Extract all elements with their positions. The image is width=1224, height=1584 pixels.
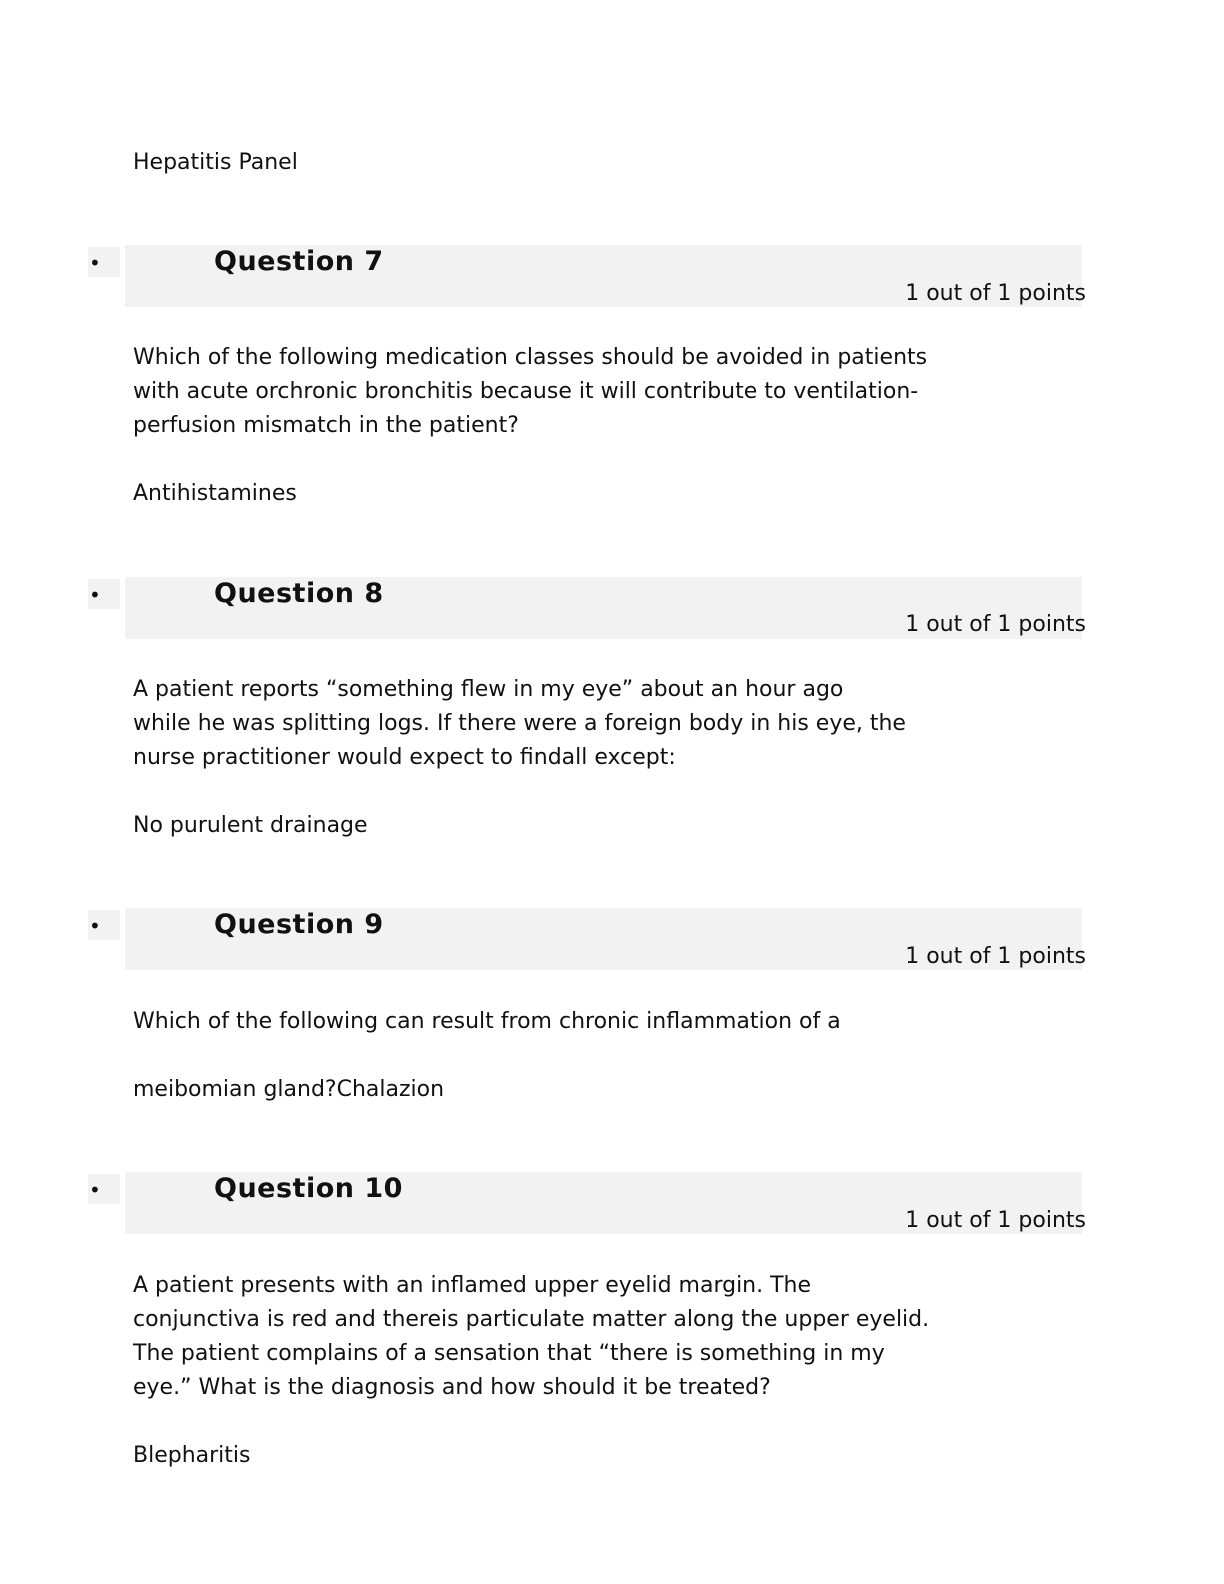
bullet-icon: •	[89, 914, 101, 938]
question-answer: No purulent drainage	[133, 813, 368, 838]
question-answer: Antihistamines	[133, 481, 297, 506]
question-text-line: eye.” What is the diagnosis and how should it be treated?	[133, 1375, 771, 1400]
question-text-line: perfusion mismatch in the patient?	[133, 413, 519, 438]
question-text-line: Which of the following medication classes should be avoided in patients	[133, 345, 928, 370]
question-title: Question 9	[214, 909, 384, 940]
question-answer: meibomian gland?Chalazion	[133, 1077, 445, 1102]
bullet-icon: •	[89, 251, 101, 275]
question-text-line: nurse practitioner would expect to findall except:	[133, 745, 676, 770]
bullet-icon: •	[89, 1178, 101, 1202]
question-points: 1 out of 1 points	[905, 1208, 1086, 1233]
bullet-icon: •	[89, 583, 101, 607]
question-text-line: A patient presents with an inflamed upper eyelid margin. The	[133, 1273, 812, 1298]
question-title: Question 7	[214, 246, 384, 277]
question-title: Question 10	[214, 1173, 403, 1204]
question-text-line: A patient reports “something flew in my eye” about an hour ago	[133, 677, 844, 702]
question-title: Question 8	[214, 578, 384, 609]
question-text-line: with acute orchronic bronchitis because it will contribute to ventilation-	[133, 379, 919, 404]
question-points: 1 out of 1 points	[905, 944, 1086, 969]
question-text-line: conjunctiva is red and thereis particulate matter along the upper eyelid.	[133, 1307, 930, 1332]
question-text-line: The patient complains of a sensation that “there is something in my	[133, 1341, 885, 1366]
question-answer: Blepharitis	[133, 1443, 251, 1468]
question-points: 1 out of 1 points	[905, 281, 1086, 306]
question-text-line: while he was splitting logs. If there were a foreign body in his eye, the	[133, 711, 906, 736]
question-points: 1 out of 1 points	[905, 612, 1086, 637]
previous-answer: Hepatitis Panel	[133, 150, 298, 175]
question-text-line: Which of the following can result from chronic inflammation of a	[133, 1009, 841, 1034]
